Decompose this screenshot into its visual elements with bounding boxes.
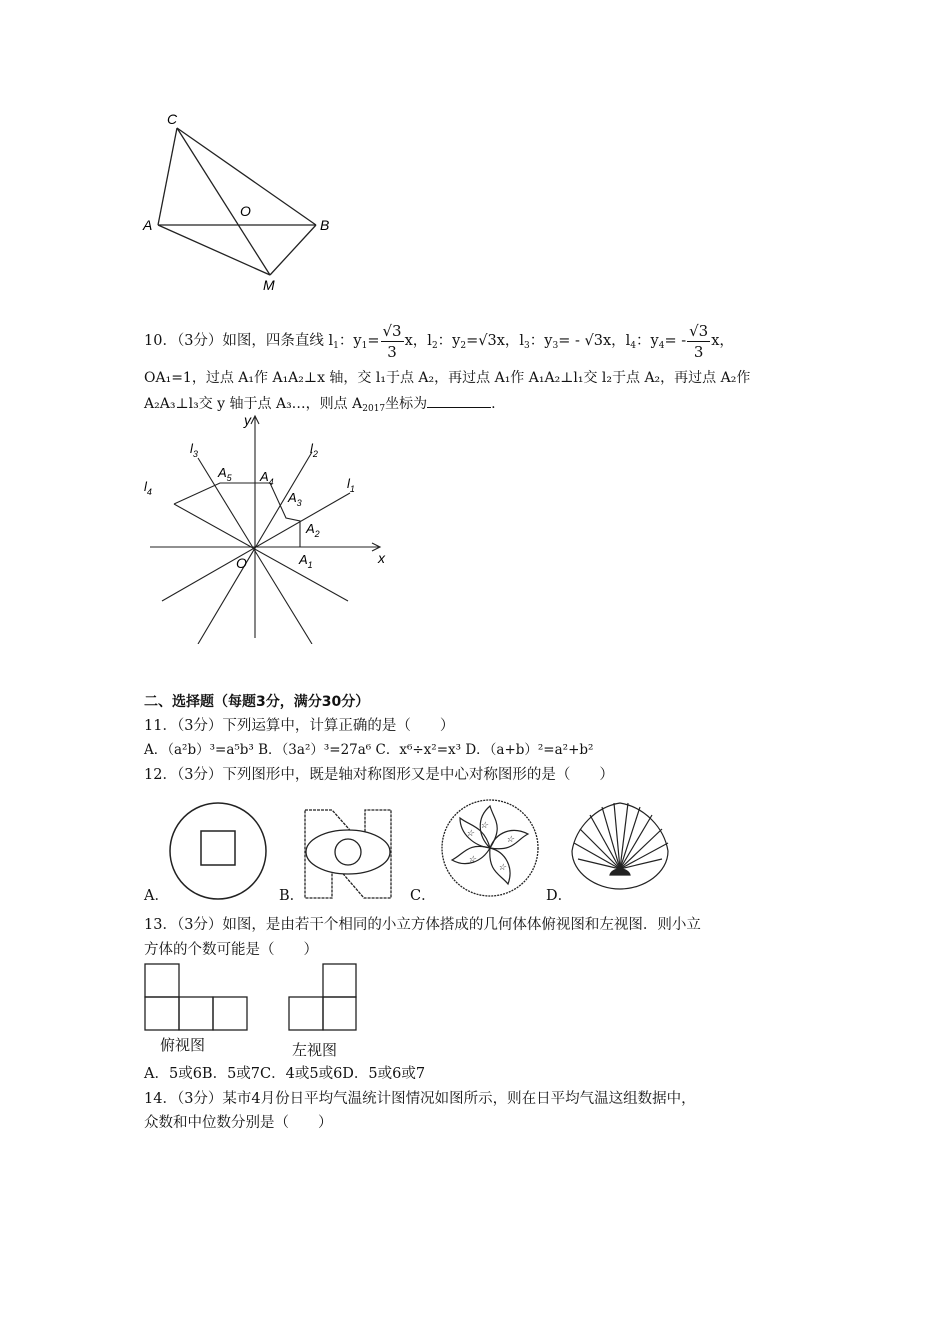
line-l4: [174, 504, 348, 601]
left-view-caption: 左视图: [292, 1041, 338, 1059]
q13-stem-line2: 方体的个数可能是（ ）: [144, 942, 318, 958]
answer-blank[interactable]: [427, 395, 491, 408]
top-view-caption: 俯视图: [160, 1036, 206, 1054]
label-o: O: [240, 203, 251, 219]
label-l3: $l_3$: [190, 441, 198, 459]
label-l4: $l_4$: [144, 479, 152, 497]
q12-option-c-label[interactable]: C．: [410, 888, 436, 904]
svg-text:☆: ☆: [498, 862, 507, 872]
q14-stem-line1: 14．（3分）某市4月份日平均气温统计图情况如图所示，则在日平均气温这组数据中，: [144, 1091, 696, 1107]
label-a3: $A_3$: [288, 490, 302, 508]
q12-stem: 12．（3分）下列图形中，既是轴对称图形又是中心对称图形的是（ ）: [144, 767, 614, 783]
segment-ca: [158, 128, 177, 225]
q12-option-a-label[interactable]: A．: [144, 888, 169, 904]
label-c: C: [167, 111, 178, 127]
segment-bm: [270, 225, 316, 275]
label-a4: $A_4$: [260, 469, 274, 487]
segment-cm: [177, 128, 270, 275]
q10-line2: OA₁=1，过点 A₁作 A₁A₂⊥x 轴，交 l₁于点 A₂，再过点 A₁作 A₁A₂⊥l₁交 l₂于点 A₂，再过点 A₂作: [144, 370, 751, 386]
label-o: O: [236, 555, 247, 571]
label-a5: $A_5$: [218, 465, 232, 483]
q14-stem-line2: 众数和中位数分别是（ ）: [144, 1115, 333, 1131]
option-c-bauhinia-figure[interactable]: [438, 796, 542, 900]
fraction-sqrt3-over-3-b: $\frac{√3}{3}$: [689, 321, 709, 361]
four-lines-figure: [140, 408, 400, 644]
q12-option-b-label[interactable]: B．: [279, 888, 305, 904]
label-a: A: [143, 217, 153, 233]
svg-text:☆: ☆: [506, 834, 515, 844]
q10-line3: A₂A₃⊥l₃交 y 轴于点 A₃…，则点 $A_{2017}$坐标为 .: [144, 396, 496, 414]
label-a2: $A_2$: [306, 521, 320, 539]
quadrilateral-figure: [140, 108, 340, 298]
label-x: x: [378, 550, 385, 566]
option-b-n-eye-figure[interactable]: [302, 807, 394, 901]
option-a-circle-square-figure[interactable]: [164, 797, 272, 905]
left-view-grid: [287, 962, 359, 1032]
option-d-fan-figure[interactable]: [566, 797, 674, 897]
q13-stem-line1: 13．（3分）如图，是由若干个相同的小立方体搭成的几何体体俯视图和左视图．则小立: [144, 917, 701, 933]
label-l1: $l_1$: [347, 476, 355, 494]
label-a1: $A_1$: [299, 552, 313, 570]
segment-am: [158, 225, 270, 275]
q12-option-d-label[interactable]: D．: [546, 888, 573, 904]
label-b: B: [320, 217, 330, 233]
q11-options: A．（a²b）³=a⁵b³ B．（3a²）³=27a⁶ C．x⁶÷x²=x³ D．（a+b）²=a²+b²: [144, 742, 594, 758]
svg-text:☆: ☆: [466, 828, 475, 838]
svg-text:☆: ☆: [480, 820, 489, 830]
label-m: M: [263, 277, 275, 293]
q11-stem: 11．（3分）下列运算中，计算正确的是（ ）: [144, 718, 455, 734]
svg-text:☆: ☆: [468, 854, 477, 864]
q13-options: A．5或6B．5或7C．4或5或6D．5或6或7: [144, 1066, 426, 1082]
q10-line1: 10．（3分）如图，四条直线 $l_1$：$y_1=$ $\frac{√3}{3}$ x，$l_2$：$y_2=√3x$，$l_3$：$y_3= - √3x$，$l_4$：$y_4=$ - $\frac{√3}{3}$ x，: [144, 321, 734, 361]
label-y: y: [244, 412, 251, 428]
fraction-sqrt3-over-3: $\frac{√3}{3}$: [382, 321, 402, 361]
section-heading: 二、选择题（每题3分，满分30分）: [144, 694, 370, 710]
top-view-grid: [143, 962, 249, 1032]
label-l2: $l_2$: [310, 441, 318, 459]
